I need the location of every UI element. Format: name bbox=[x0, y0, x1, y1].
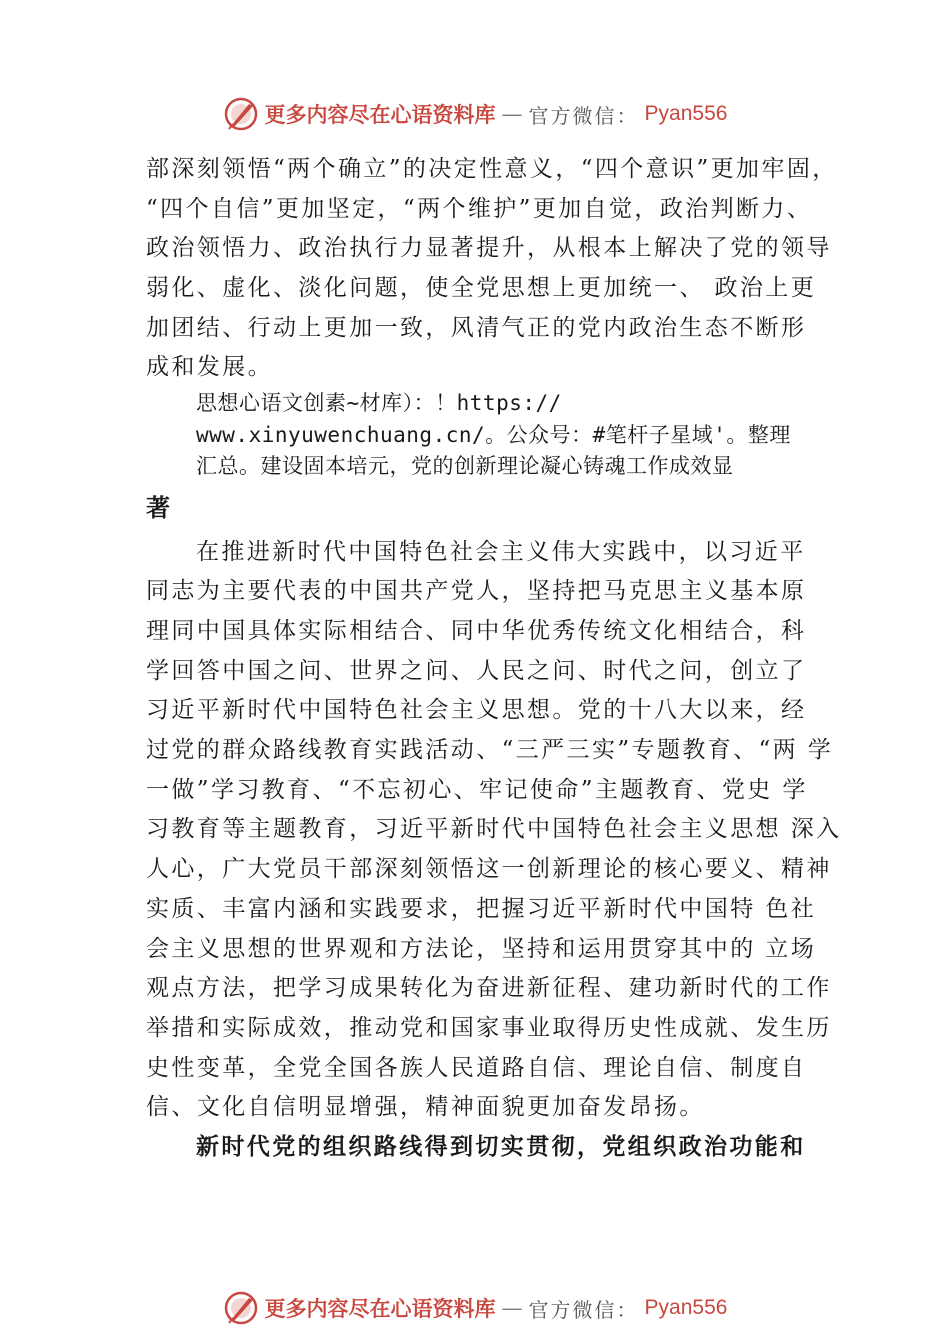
text-line: 信、文化自信明显增强，精神面貌更加奋发昂扬。 bbox=[146, 1094, 705, 1121]
text-line: 习教育等主题教育，习近平新时代中国特色社会主义思想 深入 bbox=[146, 816, 842, 843]
footer-site-text: 更多内容尽在心语资料库 bbox=[264, 1296, 496, 1321]
quill-logo-icon bbox=[223, 1290, 259, 1326]
document-body bbox=[146, 150, 846, 1168]
text-line: 政治领悟力、政治执行力显著提升，从根本上解决了党的领导 bbox=[146, 235, 832, 262]
text-line: 实质、丰富内涵和实践要求，把握习近平新时代中国特 色社 bbox=[146, 895, 817, 922]
source-note bbox=[146, 388, 846, 533]
section-heading: 新时代党的组织路线得到切实贯彻，党组织政治功能和 bbox=[196, 1133, 806, 1160]
paragraph-2 bbox=[146, 533, 846, 1128]
text-line: 在推进新时代中国特色社会主义伟大实践中，以习近平 bbox=[196, 538, 806, 565]
footer-banner bbox=[0, 1286, 950, 1330]
header-site-text: 更多内容尽在心语资料库 bbox=[264, 102, 496, 127]
paragraph-1 bbox=[146, 150, 846, 388]
text-line: 一做”学习教育、“不忘初心、牢记使命”主题教育、党史 学 bbox=[146, 776, 808, 803]
text-line: 弱化、虚化、淡化问题，使全党思想上更加统一、 政治上更 bbox=[146, 275, 817, 302]
text-line: 理同中国具体实际相结合、同中华优秀传统文化相结合，科 bbox=[146, 618, 807, 644]
footer-separator: — bbox=[501, 1296, 523, 1320]
text-line: 部深刻领悟“两个确立”的决定性意义，“四个意识”更加牢固， bbox=[146, 156, 838, 182]
source-note-line: 思想心语文创素~材库）：！https:// bbox=[196, 391, 562, 416]
header-wechat-label: 官方微信： bbox=[528, 103, 639, 128]
text-line: 成和发展。 bbox=[146, 354, 273, 381]
text-line: 会主义思想的世界观和方法论，坚持和运用贯穿其中的 立场 bbox=[146, 935, 817, 962]
text-line: 人心，广大党员干部深刻领悟这一创新理论的核心要义、精神 bbox=[146, 856, 832, 883]
header-banner bbox=[0, 92, 950, 136]
section-heading-tail: 著 bbox=[146, 493, 170, 522]
text-line: 举措和实际成效，推动党和国家事业取得历史性成就、发生历 bbox=[146, 1014, 832, 1041]
text-line: 史性变革，全党全国各族人民道路自信、理论自信、制度自 bbox=[146, 1054, 807, 1081]
quill-logo-icon bbox=[223, 96, 259, 132]
text-line: 学回答中国之问、世界之问、人民之问、时代之问，创立了 bbox=[146, 657, 807, 684]
source-note-line: 汇总。建设固本培元，党的创新理论凝心铸魂工作成效显 bbox=[196, 454, 734, 479]
source-note-line: www.xinyuwenchuang.cn/。公众号：#笔杆子星域'。整理 bbox=[196, 422, 791, 447]
text-line: 加团结、行动上更加一致，风清气正的党内政治生态不断形 bbox=[146, 314, 807, 341]
header-separator: — bbox=[501, 102, 523, 126]
header-wechat-id: Pyan556 bbox=[644, 102, 728, 125]
text-line: 同志为主要代表的中国共产党人，坚持把马克思主义基本原 bbox=[146, 578, 807, 605]
footer-wechat-id: Pyan556 bbox=[644, 1296, 728, 1319]
text-line: 习近平新时代中国特色社会主义思想。党的十八大以来，经 bbox=[146, 697, 807, 724]
text-line: “四个自信”更加坚定，“两个维护”更加自觉，政治判断力、 bbox=[146, 195, 813, 222]
footer-wechat-label: 官方微信： bbox=[528, 1297, 639, 1322]
text-line: 过党的群众路线教育实践活动、“三严三实”专题教育、“两 学 bbox=[146, 737, 834, 764]
text-line: 观点方法，把学习成果转化为奋进新征程、建功新时代的工作 bbox=[146, 975, 832, 1002]
